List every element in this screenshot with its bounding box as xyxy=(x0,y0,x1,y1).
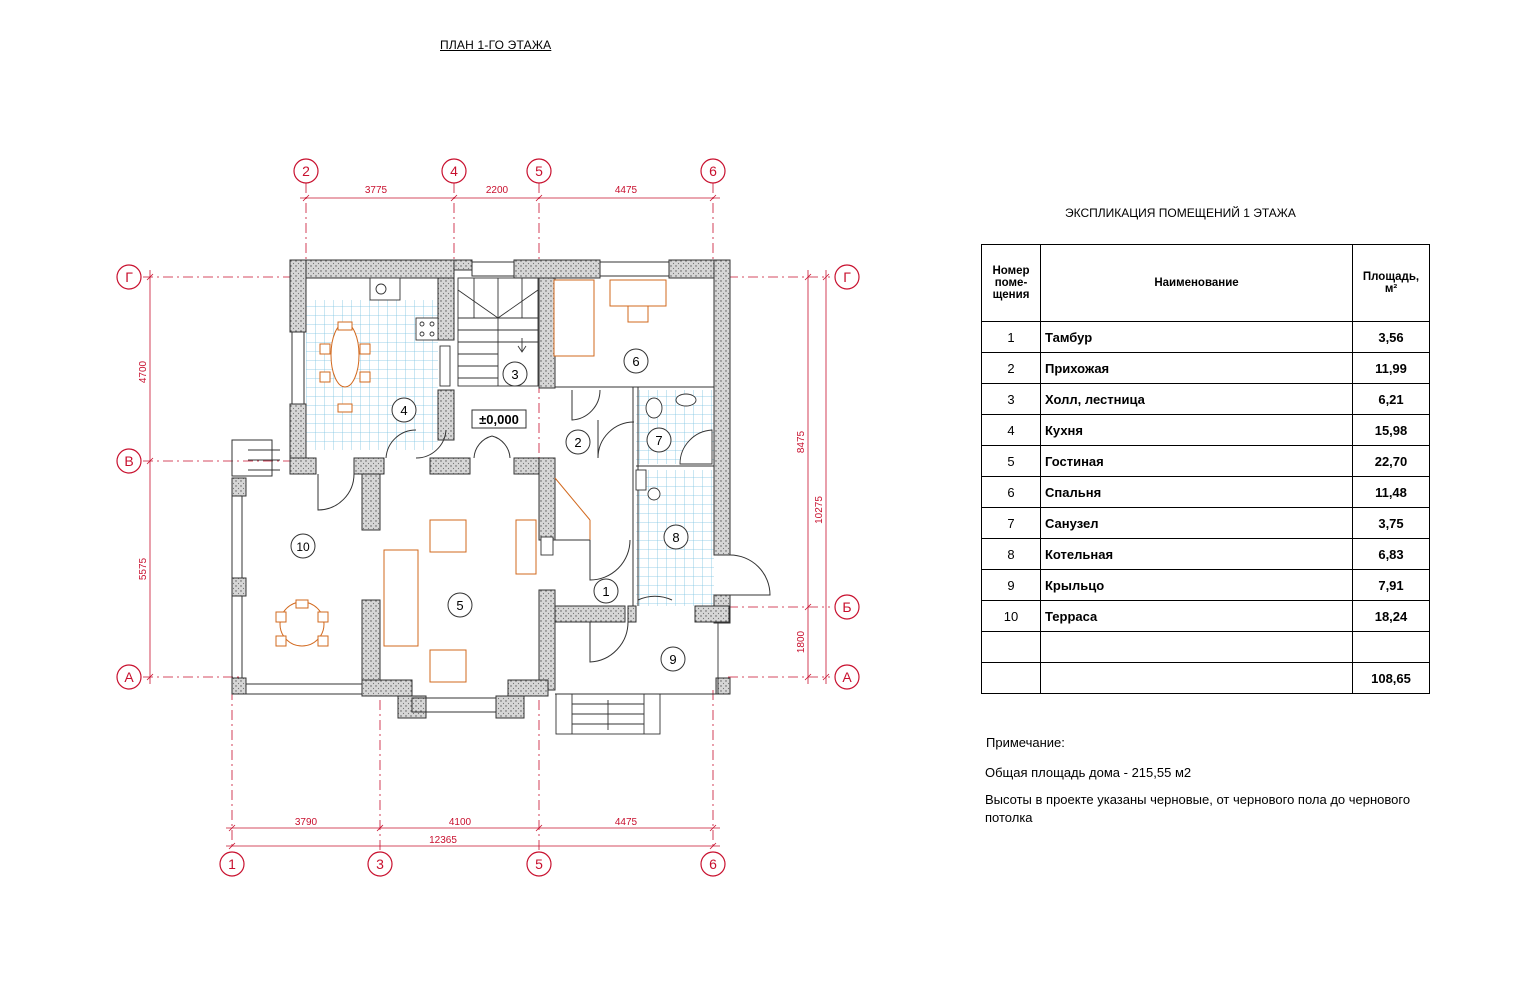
room-label-2: 2 xyxy=(574,435,582,450)
room-name: Котельная xyxy=(1041,539,1353,570)
room-number: 6 xyxy=(982,477,1041,508)
room-number: 10 xyxy=(982,601,1041,632)
total-area: 108,65 xyxy=(1353,663,1430,694)
table-row xyxy=(982,415,1430,446)
table-row-empty xyxy=(982,632,1430,663)
room-name: Кухня xyxy=(1041,415,1353,446)
dim-right-total: 10275 xyxy=(814,496,825,524)
axis-right-label: А xyxy=(842,669,852,685)
note-heading: Примечание: xyxy=(986,735,1065,750)
table-row xyxy=(982,508,1430,539)
note-heights: Высоты в проекте указаны черновые, от чернового пола до чернового потолка xyxy=(985,792,1411,825)
dim-right: 8475 xyxy=(796,430,807,454)
room-area: 11,99 xyxy=(1353,353,1430,384)
room-number: 5 xyxy=(982,446,1041,477)
room-area: 3,56 xyxy=(1353,322,1430,353)
level-mark: ±0,000 xyxy=(479,412,519,427)
header-area: Площадь, м² xyxy=(1353,245,1430,322)
room-number: 2 xyxy=(982,353,1041,384)
table-row xyxy=(982,477,1430,508)
axis-bottom-label: 6 xyxy=(709,856,717,872)
axis-top-label: 6 xyxy=(709,163,717,179)
room-area: 11,48 xyxy=(1353,477,1430,508)
plan-title: ПЛАН 1-ГО ЭТАЖА xyxy=(440,38,552,52)
axis-labels xyxy=(124,163,852,872)
room-label-3: 3 xyxy=(511,367,519,382)
dim-bottom-total: 12365 xyxy=(429,835,457,846)
room-name: Тамбур xyxy=(1041,322,1353,353)
room-label-5: 5 xyxy=(456,598,464,613)
room-name: Холл, лестница xyxy=(1041,384,1353,415)
room-label-1: 1 xyxy=(602,584,610,599)
room-number: 8 xyxy=(982,539,1041,570)
axis-bottom-label: 1 xyxy=(228,856,236,872)
room-label-6: 6 xyxy=(632,354,640,369)
explication-title: ЭКСПЛИКАЦИЯ ПОМЕЩЕНИЙ 1 ЭТАЖА xyxy=(1065,206,1296,220)
note-house-area: Общая площадь дома - 215,55 м2 xyxy=(985,765,1192,780)
dim-left: 5575 xyxy=(138,557,149,581)
dim-top: 2200 xyxy=(485,185,509,196)
header-name: Наименование xyxy=(1041,245,1353,322)
table-row xyxy=(982,570,1430,601)
dim-bottom: 4475 xyxy=(614,817,638,828)
room-name: Крыльцо xyxy=(1041,570,1353,601)
table-row xyxy=(982,446,1430,477)
table-row xyxy=(982,539,1430,570)
axis-left-label: В xyxy=(124,453,134,469)
table-row xyxy=(982,601,1430,632)
header-number: Номер поме-щения xyxy=(982,245,1041,322)
room-area: 15,98 xyxy=(1353,415,1430,446)
axis-bottom-label: 5 xyxy=(535,856,543,872)
table-row xyxy=(982,384,1430,415)
table-row xyxy=(982,353,1430,384)
axis-top-label: 5 xyxy=(535,163,543,179)
axis-top-label: 4 xyxy=(450,163,458,179)
dim-top: 3775 xyxy=(364,185,388,196)
room-area: 6,21 xyxy=(1353,384,1430,415)
dim-bottom: 4100 xyxy=(448,817,472,828)
dim-left: 4700 xyxy=(138,360,149,384)
room-number: 4 xyxy=(982,415,1041,446)
room-number: 7 xyxy=(982,508,1041,539)
dim-right: 1800 xyxy=(796,630,807,654)
room-name: Санузел xyxy=(1041,508,1353,539)
axis-bottom-label: 3 xyxy=(376,856,384,872)
axis-left-label: А xyxy=(124,669,134,685)
axis-left-label: Г xyxy=(125,269,133,285)
room-label-8: 8 xyxy=(672,530,680,545)
room-label-9: 9 xyxy=(669,652,677,667)
axis-right-label: Г xyxy=(843,269,851,285)
room-number: 9 xyxy=(982,570,1041,601)
room-label-10: 10 xyxy=(296,540,310,554)
dim-bottom: 3790 xyxy=(294,817,318,828)
room-name: Прихожая xyxy=(1041,353,1353,384)
room-number: 1 xyxy=(982,322,1041,353)
dim-top: 4475 xyxy=(614,185,638,196)
room-area: 7,91 xyxy=(1353,570,1430,601)
room-area: 18,24 xyxy=(1353,601,1430,632)
axis-right-label: Б xyxy=(842,599,852,615)
room-area: 3,75 xyxy=(1353,508,1430,539)
axis-bubbles xyxy=(117,159,859,876)
room-number: 3 xyxy=(982,384,1041,415)
room-name: Гостиная xyxy=(1041,446,1353,477)
axis-top-label: 2 xyxy=(302,163,310,179)
room-name: Спальня xyxy=(1041,477,1353,508)
table-row xyxy=(982,322,1430,353)
explication-table xyxy=(981,244,1430,694)
room-name: Терраса xyxy=(1041,601,1353,632)
table-total-row xyxy=(982,663,1430,694)
room-label-7: 7 xyxy=(655,433,663,448)
room-area: 6,83 xyxy=(1353,539,1430,570)
table-header-row xyxy=(982,245,1430,322)
room-area: 22,70 xyxy=(1353,446,1430,477)
room-label-4: 4 xyxy=(400,403,408,418)
